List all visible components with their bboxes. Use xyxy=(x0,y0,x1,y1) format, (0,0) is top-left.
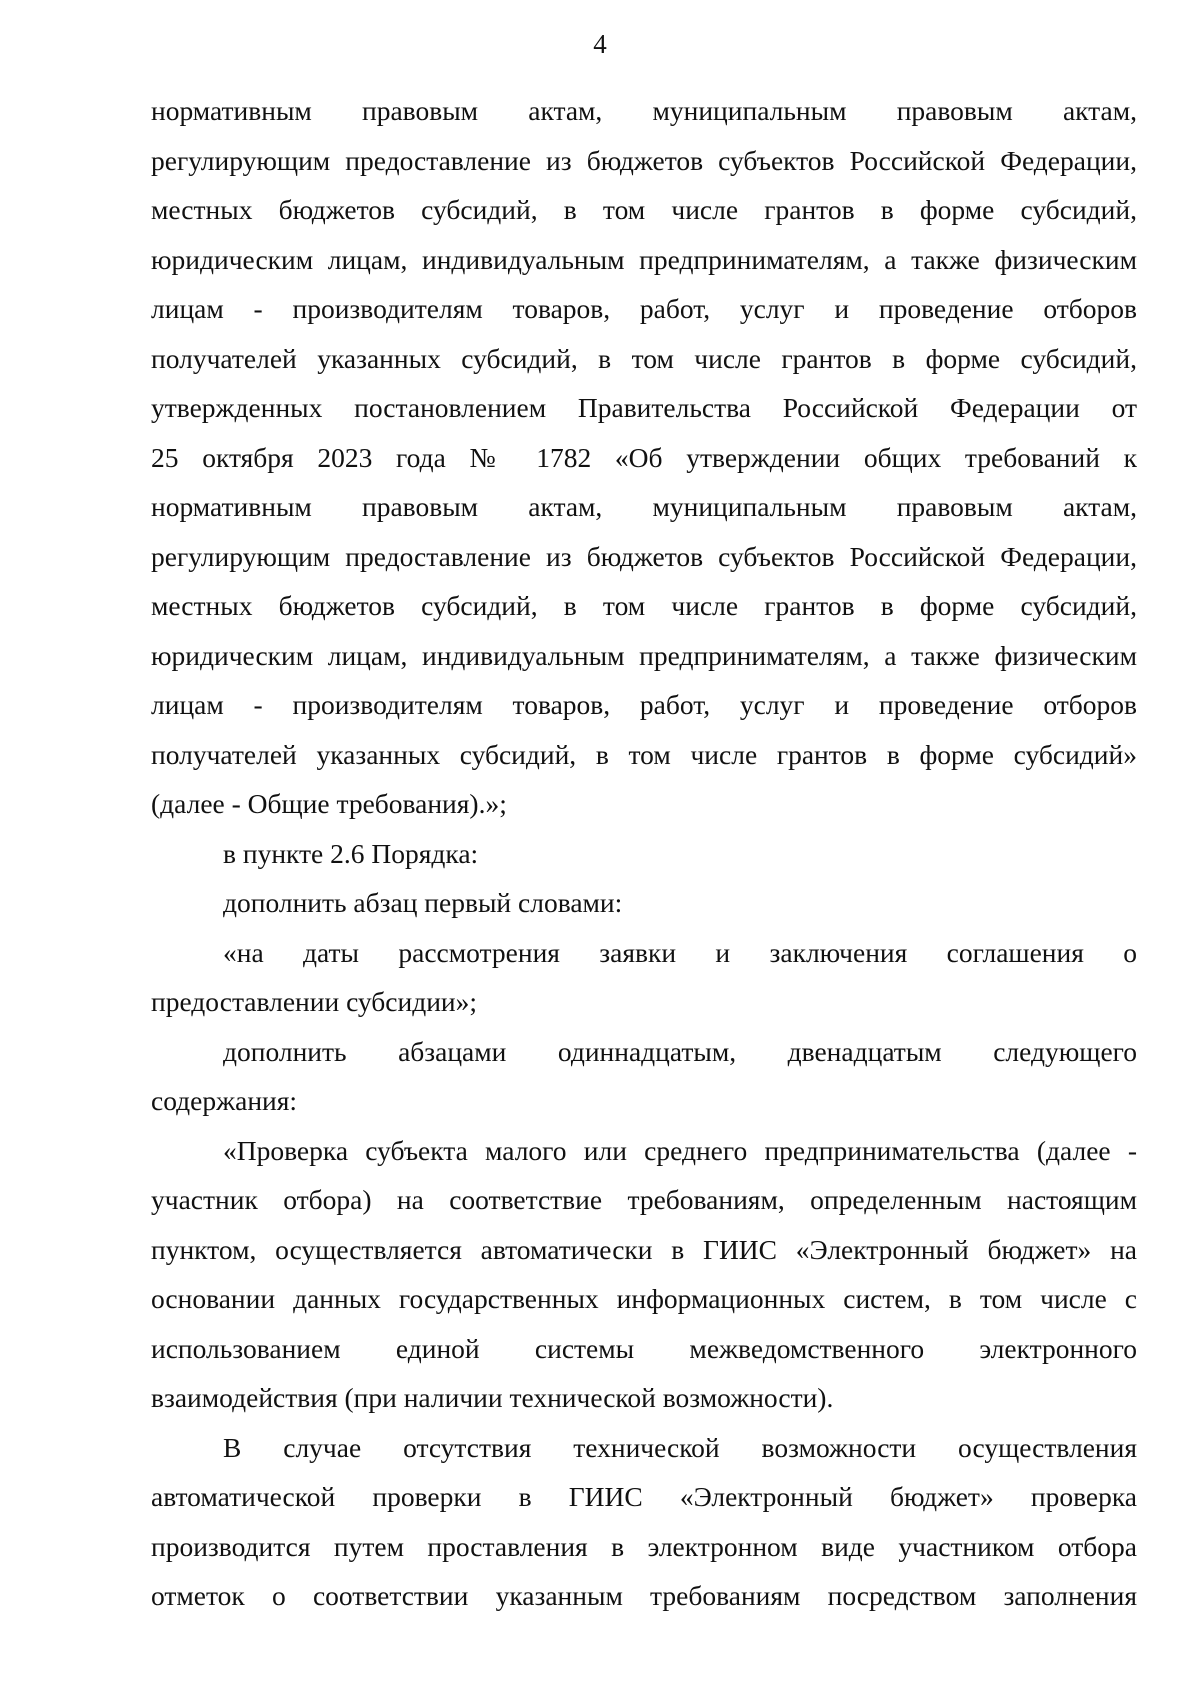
text-line: местных бюджетов субсидий, в том числе грантов в форме субсидий, xyxy=(151,590,1137,621)
text-line: взаимодействия (при наличии технической возможности). xyxy=(151,1382,834,1413)
text-line: производится путем проставления в электронном виде участником отбора xyxy=(151,1530,1137,1562)
text-line: (далее - Общие требования).»; xyxy=(151,788,507,819)
text-line: пунктом, осуществляется автоматически в ГИИС «Электронный бюджет» на xyxy=(151,1233,1137,1265)
text-line: 25 октября 2023 года № 1782 «Об утверждении общих требований к xyxy=(151,441,1137,473)
paragraph-verification xyxy=(151,1126,1137,1423)
text-line: отметок о соответствии указанным требованиям посредством заполнения xyxy=(151,1580,1137,1611)
document-body xyxy=(151,86,1137,1621)
text-line: дополнить абзац первый словами: xyxy=(223,887,623,918)
paragraph-manual-check xyxy=(151,1423,1137,1621)
text-line: нормативным правовым актам, муниципальным правовым актам, xyxy=(151,491,1137,522)
text-line: содержания: xyxy=(151,1085,298,1116)
text-line: утвержденных постановлением Правительства Российской Федерации от xyxy=(151,392,1137,423)
text-line: юридическим лицам, индивидуальным предпринимателям, а также физическим xyxy=(151,639,1137,671)
text-line: «на даты рассмотрения заявки и заключения соглашения о xyxy=(223,936,1137,968)
paragraph-item-2-6 xyxy=(151,829,1137,879)
text-line: получателей указанных субсидий, в том числе грантов в форме субсидий» xyxy=(151,738,1137,770)
text-line: автоматической проверки в ГИИС «Электронный бюджет» проверка xyxy=(151,1481,1137,1512)
text-line: основании данных государственных информационных систем, в том числе с xyxy=(151,1283,1137,1314)
text-line: нормативным правовым актам, муниципальным правовым актам, xyxy=(151,95,1137,126)
paragraph-amend-first-abzac xyxy=(151,878,1137,928)
text-line: лицам - производителям товаров, работ, услуг и проведение отборов xyxy=(151,689,1137,720)
text-line: дополнить абзацами одиннадцатым, двенадцатым следующего xyxy=(223,1035,1137,1067)
text-line: получателей указанных субсидий, в том числе грантов в форме субсидий, xyxy=(151,342,1137,374)
text-line: лицам - производителям товаров, работ, услуг и проведение отборов xyxy=(151,293,1137,324)
page-number: 4 xyxy=(593,29,607,59)
text-line: в пункте 2.6 Порядка: xyxy=(223,837,479,869)
text-line: «Проверка субъекта малого или среднего предпринимательства (далее - xyxy=(223,1134,1137,1166)
text-line: регулирующим предоставление из бюджетов субъектов Российской Федерации, xyxy=(151,144,1137,176)
paragraph-general-requirements xyxy=(151,86,1137,829)
text-line: В случае отсутствия технической возможности осуществления xyxy=(223,1431,1137,1463)
text-line: юридическим лицам, индивидуальным предпринимателям, а также физическим xyxy=(151,243,1137,275)
paragraph-inserted-words xyxy=(151,928,1137,1027)
text-line: местных бюджетов субсидий, в том числе грантов в форме субсидий, xyxy=(151,194,1137,225)
text-line: участник отбора) на соответствие требованиям, определенным настоящим xyxy=(151,1184,1137,1215)
text-line: предоставлении субсидии»; xyxy=(151,986,478,1017)
text-line: использованием единой системы межведомственного электронного xyxy=(151,1332,1137,1364)
paragraph-add-abzacs xyxy=(151,1027,1137,1126)
text-line: регулирующим предоставление из бюджетов субъектов Российской Федерации, xyxy=(151,540,1137,572)
